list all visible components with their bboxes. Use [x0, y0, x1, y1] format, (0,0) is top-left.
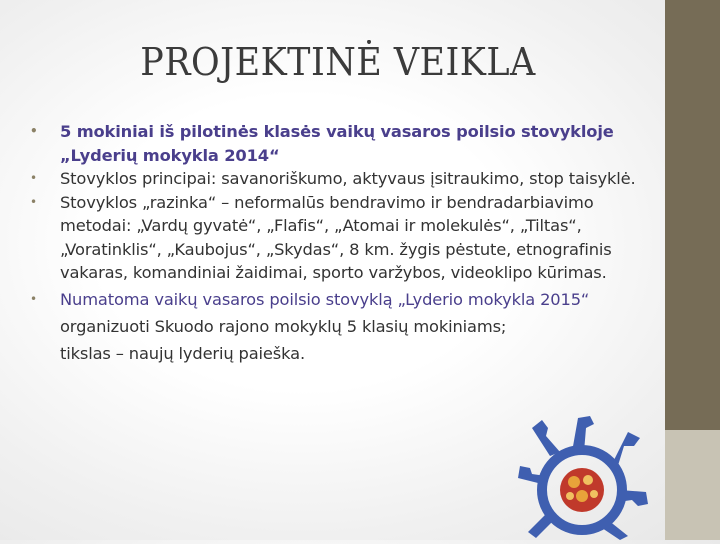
bullet-3-line-2: metodai: „Vardų gyvatė“, „Flafis“, „Atomai ir molekulės“, „Tiltas“, — [60, 216, 582, 235]
bullet-4-line-2: organizuoti Skuodo rajono mokyklų 5 klasių mokiniams; — [60, 316, 507, 336]
side-decoration-bar-lower — [665, 430, 720, 540]
bullet-1-line-1: 5 mokiniai iš pilotinės klasės vaikų vasaros poilsio stovykloje — [60, 122, 614, 141]
bullet-item-1 — [30, 120, 672, 167]
slide-title: PROJEKTINĖ VEIKLA — [140, 40, 536, 84]
bullet-3-line-4: vakaras, komandiniai žaidimai, sporto varžybos, videoklipo kūrimas. — [60, 263, 607, 282]
bullet-dot-icon: • — [30, 194, 37, 209]
bullet-3-line-1: Stovyklos „razinka“ – neformalūs bendravimo ir bendradarbiavimo — [60, 192, 594, 212]
bullet-2-line-1: Stovyklos principai: savanoriškumo, aktyvaus įsitraukimo, stop taisyklė. — [60, 169, 636, 188]
bullet-1-line-2: „Lyderių mokykla 2014“ — [60, 145, 280, 165]
side-decoration-bar — [665, 0, 720, 540]
bullet-4-line-1: Numatoma vaikų vasaros poilsio stovyklą „Lyderio mokykla 2015“ — [60, 289, 590, 309]
bullet-3-line-3: „Voratinklis“, „Kaubojus“, „Skydas“, 8 km. žygis pėstute, etnografinis — [60, 239, 612, 259]
bullet-item-4 — [30, 286, 672, 367]
bullet-item-2 — [30, 167, 672, 191]
bullet-item-3 — [30, 191, 672, 285]
bullet-dot-icon: • — [30, 171, 37, 185]
people-circle-logo-icon — [516, 412, 650, 540]
bullet-dot-icon: • — [30, 291, 37, 306]
bullet-4-line-3: tikslas – naujų lyderių paieška. — [60, 343, 305, 363]
bullet-list — [30, 120, 672, 367]
bullet-dot-icon: • — [30, 124, 38, 138]
